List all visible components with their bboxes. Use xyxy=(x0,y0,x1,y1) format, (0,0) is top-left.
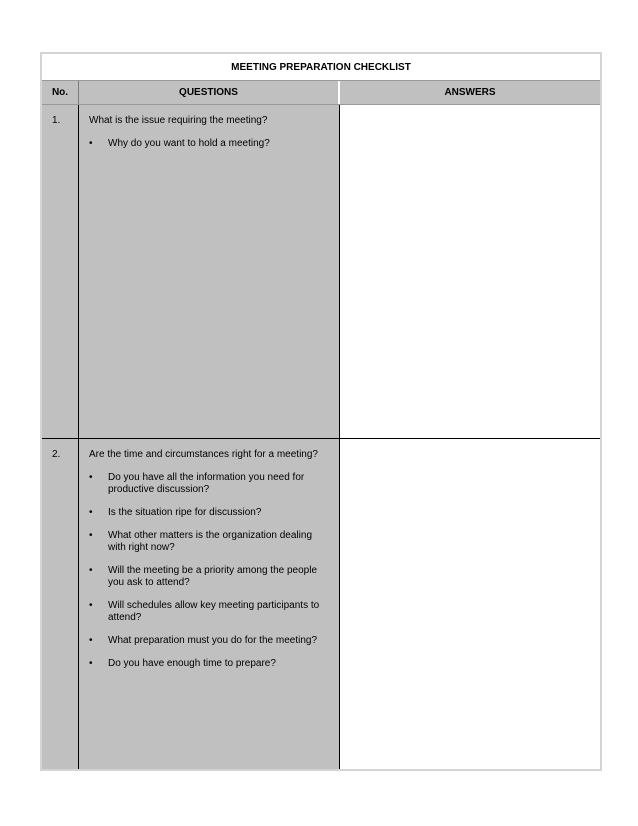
column-header-answers: ANSWERS xyxy=(444,87,496,98)
sub-question-text: Do you have all the information you need for productive discussion? xyxy=(108,472,305,495)
sub-question-item xyxy=(89,600,329,624)
bullet-icon: • xyxy=(89,635,93,646)
sub-question-list xyxy=(89,472,329,670)
bullet-icon: • xyxy=(89,472,93,483)
sub-question-item xyxy=(89,658,329,670)
sub-question-list xyxy=(89,138,329,150)
sub-question-item xyxy=(89,472,329,496)
question-text: What is the issue requiring the meeting? xyxy=(89,115,268,126)
table-row xyxy=(42,105,600,439)
question-text: Are the time and circumstances right for a meeting? xyxy=(89,449,318,460)
bullet-icon: • xyxy=(89,658,93,669)
bullet-icon: • xyxy=(89,530,93,541)
column-header-no: No. xyxy=(42,81,79,104)
question-cell xyxy=(79,439,340,769)
question-cell xyxy=(79,105,340,438)
sub-question-text: Will schedules allow key meeting participants to attend? xyxy=(108,600,320,623)
column-header-questions: QUESTIONS xyxy=(79,81,340,104)
sub-question-text: Do you have enough time to prepare? xyxy=(108,658,276,669)
sub-question-item xyxy=(89,635,329,647)
column-header-row xyxy=(42,81,600,105)
sub-question-text: Is the situation ripe for discussion? xyxy=(108,507,262,518)
sub-question-text: Why do you want to hold a meeting? xyxy=(108,138,270,149)
bullet-icon: • xyxy=(89,138,93,149)
sub-question-text: What other matters is the organization dealing with right now? xyxy=(108,530,312,553)
sub-question-item xyxy=(89,138,329,150)
sub-question-item xyxy=(89,530,329,554)
checklist-table xyxy=(40,52,602,771)
sub-question-text: What preparation must you do for the meeting? xyxy=(108,635,318,646)
row-number: 1. xyxy=(42,105,79,438)
answer-cell[interactable] xyxy=(340,105,600,438)
sub-question-item xyxy=(89,565,329,589)
answer-cell[interactable] xyxy=(340,439,600,769)
bullet-icon: • xyxy=(89,565,93,576)
bullet-icon: • xyxy=(89,507,93,518)
sub-question-text: Will the meeting be a priority among the people you ask to attend? xyxy=(108,565,318,588)
table-row xyxy=(42,439,600,769)
bullet-icon: • xyxy=(89,600,93,611)
row-number: 2. xyxy=(42,439,79,769)
checklist-title: MEETING PREPARATION CHECKLIST xyxy=(42,54,600,81)
sub-question-item xyxy=(89,507,329,519)
